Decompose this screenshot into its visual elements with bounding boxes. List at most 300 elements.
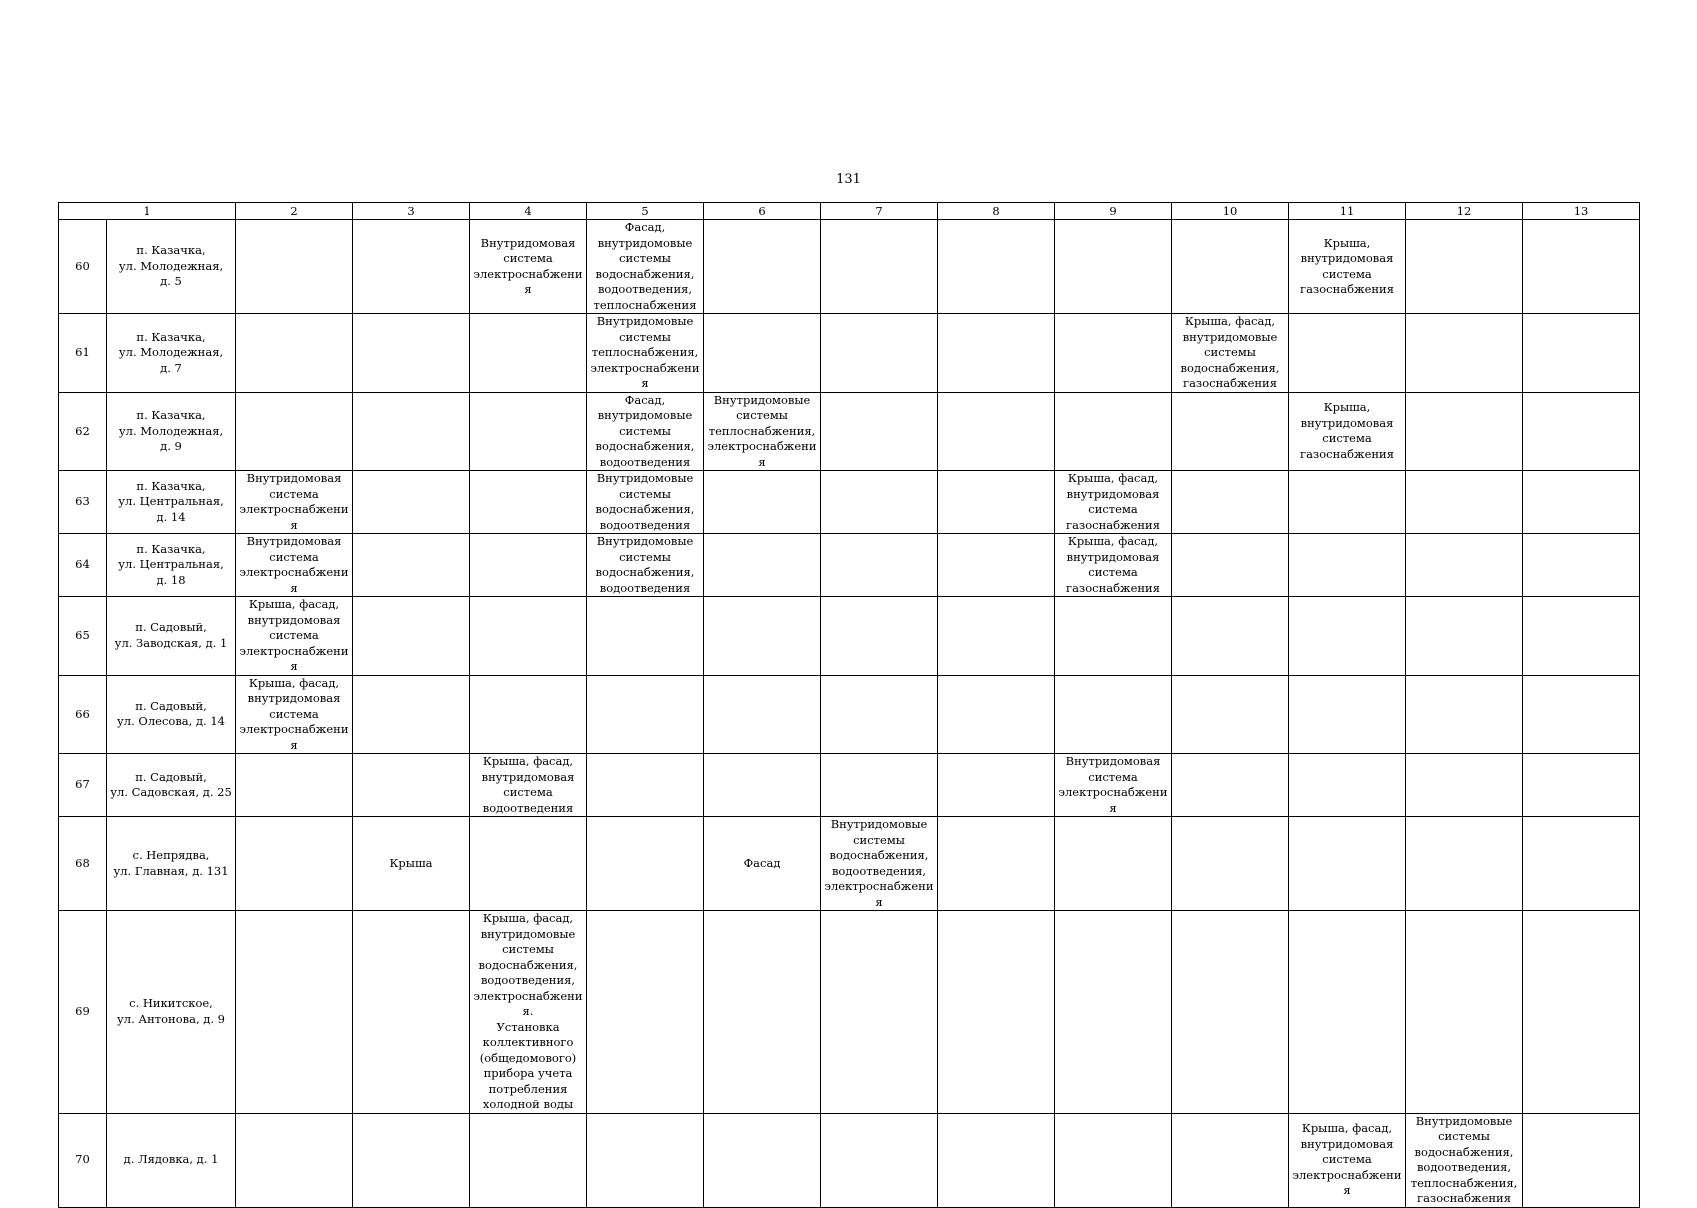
cell-line: электроснабжения — [707, 439, 817, 469]
work-cell-col-13 — [1523, 392, 1640, 471]
work-cell-col-10 — [1172, 817, 1289, 911]
cell-line: внутридомовая — [247, 612, 341, 627]
cell-line: ул. Главная, д. 131 — [113, 863, 229, 878]
work-cell-col-11 — [1289, 754, 1406, 817]
work-cell-col-7 — [821, 675, 938, 754]
work-cell-col-8 — [938, 1113, 1055, 1207]
cell-line: системы — [619, 329, 671, 344]
work-cell-col-5 — [587, 220, 704, 314]
cell-line: водоотведения — [482, 800, 574, 815]
cell-line: д. 7 — [160, 360, 182, 375]
address-cell — [107, 392, 236, 471]
work-cell-col-12 — [1406, 675, 1523, 754]
cell-line: ул. Садовская, д. 25 — [110, 785, 232, 799]
cell-line: Внутридомовая — [480, 235, 576, 250]
cell-line: Внутридомовая — [246, 471, 342, 485]
work-cell-col-2 — [236, 911, 353, 1114]
work-cell-col-2 — [236, 534, 353, 597]
address-cell — [107, 314, 236, 393]
work-cell-col-10 — [1172, 471, 1289, 534]
cell-line: д. 14 — [156, 509, 186, 524]
work-cell-col-10 — [1172, 754, 1289, 817]
address-cell — [107, 754, 236, 817]
work-cell-col-12 — [1406, 220, 1523, 314]
work-cell-col-7 — [821, 471, 938, 534]
cell-line: п. Казачка, — [136, 408, 206, 422]
cell-line: системы — [736, 408, 788, 422]
cell-line: система — [269, 549, 319, 564]
work-cell-col-9 — [1055, 911, 1172, 1114]
table-row — [59, 220, 1640, 314]
work-cell-col-10 — [1172, 597, 1289, 676]
cell-line: ул. Молодежная, — [118, 345, 224, 359]
cell-line: ул. Молодежная, — [118, 423, 224, 438]
cell-line: системы — [619, 486, 671, 501]
cell-line: система — [503, 251, 553, 265]
work-cell-col-12 — [1406, 817, 1523, 911]
header-cell: 10 — [1172, 203, 1289, 220]
cell-line: система — [269, 628, 319, 642]
cell-line: системы — [619, 423, 671, 438]
work-cell-col-7 — [821, 392, 938, 471]
cell-line: внутридомовая — [1066, 486, 1160, 501]
cell-line: п. Садовый, — [135, 769, 207, 784]
work-cell-col-5 — [587, 314, 704, 393]
cell-line: Фасад, — [624, 392, 666, 407]
cell-line: электроснабжения — [239, 722, 349, 752]
work-cell-col-11 — [1289, 911, 1406, 1114]
work-cell-col-10 — [1172, 675, 1289, 754]
work-cell-col-11 — [1289, 675, 1406, 754]
cell-line: водоотведения, — [1416, 1160, 1512, 1174]
work-cell-col-5 — [587, 597, 704, 676]
work-cell-col-2 — [236, 817, 353, 911]
cell-line: Крыша, — [1323, 400, 1371, 415]
cell-line: системы — [619, 549, 671, 564]
cell-line: водоснабжения, — [478, 957, 578, 972]
work-cell-col-9 — [1055, 314, 1172, 393]
work-cell-col-6 — [704, 220, 821, 314]
cell-line: Внутридомовые — [830, 817, 928, 831]
work-cell-col-13 — [1523, 1113, 1640, 1207]
cell-line: электроснабжения — [239, 643, 349, 673]
cell-line: водоотведения — [599, 517, 691, 532]
cell-line: внутридомовая — [1300, 251, 1394, 265]
work-cell-col-5 — [587, 817, 704, 911]
address-cell — [107, 534, 236, 597]
work-cell-col-8 — [938, 534, 1055, 597]
work-cell-col-10 — [1172, 392, 1289, 471]
address-cell — [107, 220, 236, 314]
cell-line: электроснабжения — [824, 879, 934, 909]
work-cell-col-6 — [704, 675, 821, 754]
work-cell-col-10 — [1172, 911, 1289, 1114]
cell-line: система — [1322, 266, 1372, 281]
work-cell-col-11 — [1289, 597, 1406, 676]
table-row — [59, 911, 1640, 1114]
cell-line: электроснабжения — [239, 565, 349, 595]
work-cell-col-6 — [704, 534, 821, 597]
work-cell-col-7 — [821, 754, 938, 817]
cell-line: электроснабжения. — [473, 988, 583, 1018]
cell-line: Крыша, фасад, — [1067, 471, 1159, 485]
work-cell-col-2 — [236, 471, 353, 534]
work-cell-col-10 — [1172, 534, 1289, 597]
row-number: 62 — [59, 392, 107, 471]
cell-line: д. 18 — [156, 572, 186, 587]
cell-line: Крыша, фасад, — [248, 675, 340, 690]
cell-line: ул. Антонова, д. 9 — [117, 1011, 225, 1026]
cell-line: Фасад, — [624, 220, 666, 234]
cell-line: п. Садовый, — [135, 620, 207, 635]
address-cell — [107, 471, 236, 534]
cell-line: системы — [619, 251, 671, 265]
header-cell: 5 — [587, 203, 704, 220]
work-cell-col-2 — [236, 754, 353, 817]
cell-line: ул. Заводская, д. 1 — [114, 635, 228, 650]
work-cell-col-6 — [704, 754, 821, 817]
row-number: 63 — [59, 471, 107, 534]
cell-line: Внутридомовые — [713, 392, 811, 407]
row-number: 68 — [59, 817, 107, 911]
work-cell-col-13 — [1523, 597, 1640, 676]
work-cell-col-10 — [1172, 314, 1289, 393]
work-cell-col-7 — [821, 597, 938, 676]
work-cell-col-13 — [1523, 911, 1640, 1114]
work-cell-col-9 — [1055, 597, 1172, 676]
work-cell-col-6 — [704, 471, 821, 534]
cell-line: Внутридомовые — [596, 471, 694, 485]
cell-line: электроснабжения — [590, 360, 700, 390]
row-number: 67 — [59, 754, 107, 817]
header-cell: 8 — [938, 203, 1055, 220]
work-cell-col-3 — [353, 754, 470, 817]
work-cell-col-12 — [1406, 314, 1523, 393]
cell-line: система — [269, 706, 319, 721]
work-cell-col-12 — [1406, 471, 1523, 534]
work-cell-col-4 — [470, 314, 587, 393]
cell-line: газоснабжения — [1066, 580, 1160, 595]
cell-line: водоснабжения, — [595, 439, 695, 453]
work-cell-col-5 — [587, 675, 704, 754]
cell-line: внутридомовые — [597, 235, 693, 250]
cell-line: внутридомовые — [480, 926, 576, 941]
row-number: 64 — [59, 534, 107, 597]
work-cell-col-4 — [470, 754, 587, 817]
cell-line: электроснабжения — [473, 266, 583, 296]
cell-line: ул. Центральная, — [118, 494, 224, 509]
cell-line: теплоснабжения, — [1410, 1175, 1518, 1190]
work-cell-col-3 — [353, 471, 470, 534]
work-cell-col-8 — [938, 754, 1055, 817]
work-cell-col-7 — [821, 1113, 938, 1207]
cell-line: газоснабжения — [1183, 376, 1277, 390]
header-cell: 4 — [470, 203, 587, 220]
cell-line: система — [503, 785, 553, 799]
cell-line: п. Казачка, — [136, 541, 206, 556]
work-cell-col-4 — [470, 911, 587, 1114]
work-cell-col-12 — [1406, 1113, 1523, 1207]
work-cell-col-9 — [1055, 754, 1172, 817]
cell-line: с. Непрядва, — [132, 848, 210, 862]
work-cell-col-8 — [938, 392, 1055, 471]
work-cell-col-8 — [938, 817, 1055, 911]
cell-line: Внутридомовая — [1065, 754, 1161, 768]
cell-line: система — [1088, 565, 1138, 579]
cell-line: водоснабжения, — [595, 502, 695, 516]
table-row — [59, 1113, 1640, 1207]
work-cell-col-9 — [1055, 1113, 1172, 1207]
cell-line: Крыша, фасад, — [1301, 1121, 1393, 1136]
row-number: 70 — [59, 1113, 107, 1207]
table-row — [59, 754, 1640, 817]
cell-line: внутридомовые — [1182, 329, 1278, 344]
cell-line: водоснабжения, — [595, 266, 695, 281]
row-number: 69 — [59, 911, 107, 1114]
work-cell-col-4 — [470, 534, 587, 597]
work-cell-col-4 — [470, 392, 587, 471]
work-cell-col-3 — [353, 534, 470, 597]
cell-line: водоснабжения, — [1414, 1144, 1514, 1159]
cell-line: Крыша — [389, 855, 433, 870]
work-cell-col-8 — [938, 597, 1055, 676]
work-cell-col-12 — [1406, 392, 1523, 471]
cell-line: внутридомовая — [247, 691, 341, 705]
cell-line: Внутридомовая — [246, 534, 342, 548]
cell-line: д. Лядовка, д. 1 — [123, 1152, 219, 1167]
cell-line: электроснабжения — [1058, 785, 1168, 815]
page-number: 131 — [836, 172, 861, 187]
cell-line: Крыша, фасад, — [1184, 314, 1276, 328]
table-row — [59, 675, 1640, 754]
cell-line: холодной воды — [482, 1097, 574, 1111]
cell-line: газоснабжения — [1066, 517, 1160, 532]
work-cell-col-11 — [1289, 392, 1406, 471]
cell-line: теплоснабжения — [593, 297, 697, 312]
works-table — [58, 202, 1640, 1208]
work-cell-col-11 — [1289, 534, 1406, 597]
address-cell — [107, 817, 236, 911]
header-cell: 12 — [1406, 203, 1523, 220]
cell-line: система — [269, 486, 319, 501]
work-cell-col-2 — [236, 675, 353, 754]
cell-line: д. 9 — [160, 439, 182, 453]
work-cell-col-8 — [938, 911, 1055, 1114]
cell-line: коллективного — [482, 1035, 574, 1049]
work-cell-col-9 — [1055, 471, 1172, 534]
work-cell-col-12 — [1406, 597, 1523, 676]
work-cell-col-11 — [1289, 471, 1406, 534]
work-cell-col-3 — [353, 314, 470, 393]
work-cell-col-2 — [236, 220, 353, 314]
work-cell-col-13 — [1523, 817, 1640, 911]
header-cell: 2 — [236, 203, 353, 220]
work-cell-col-13 — [1523, 534, 1640, 597]
work-cell-col-6 — [704, 1113, 821, 1207]
work-cell-col-9 — [1055, 392, 1172, 471]
work-cell-col-12 — [1406, 754, 1523, 817]
work-cell-col-10 — [1172, 1113, 1289, 1207]
work-cell-col-13 — [1523, 675, 1640, 754]
cell-line: Крыша, фасад, — [482, 754, 574, 768]
work-cell-col-12 — [1406, 534, 1523, 597]
work-cell-col-3 — [353, 220, 470, 314]
header-cell: 6 — [704, 203, 821, 220]
work-cell-col-11 — [1289, 314, 1406, 393]
table-row — [59, 314, 1640, 393]
work-cell-col-8 — [938, 471, 1055, 534]
work-cell-col-13 — [1523, 754, 1640, 817]
cell-line: Внутридомовые — [1415, 1113, 1513, 1128]
work-cell-col-12 — [1406, 911, 1523, 1114]
cell-line: потребления — [488, 1081, 568, 1096]
work-cell-col-6 — [704, 817, 821, 911]
table-row — [59, 534, 1640, 597]
work-cell-col-7 — [821, 220, 938, 314]
work-cell-col-9 — [1055, 817, 1172, 911]
work-cell-col-5 — [587, 534, 704, 597]
work-cell-col-6 — [704, 314, 821, 393]
work-cell-col-2 — [236, 597, 353, 676]
address-cell — [107, 675, 236, 754]
work-cell-col-5 — [587, 1113, 704, 1207]
header-row — [59, 203, 1640, 220]
header-cell: 7 — [821, 203, 938, 220]
work-cell-col-7 — [821, 314, 938, 393]
cell-line: система — [1322, 431, 1372, 446]
table-row — [59, 392, 1640, 471]
work-cell-col-3 — [353, 675, 470, 754]
cell-line: водоотведения, — [831, 863, 927, 878]
cell-line: внутридомовая — [1300, 1136, 1394, 1151]
work-cell-col-6 — [704, 911, 821, 1114]
address-cell — [107, 911, 236, 1114]
work-cell-col-8 — [938, 675, 1055, 754]
cell-line: водоснабжения, — [595, 565, 695, 579]
row-number: 66 — [59, 675, 107, 754]
work-cell-col-5 — [587, 392, 704, 471]
cell-line: водоснабжения, — [829, 848, 929, 862]
work-cell-col-3 — [353, 911, 470, 1114]
cell-line: водоотведения, — [597, 282, 693, 296]
work-cell-col-4 — [470, 817, 587, 911]
work-cell-col-3 — [353, 392, 470, 471]
cell-line: Крыша, фасад, — [1067, 534, 1159, 548]
header-cell: 1 — [59, 203, 236, 220]
work-cell-col-7 — [821, 911, 938, 1114]
cell-line: с. Никитское, — [129, 996, 213, 1011]
cell-line: водоотведения — [599, 454, 691, 469]
cell-line: системы — [502, 942, 554, 956]
cell-line: внутридомовая — [1066, 549, 1160, 564]
work-cell-col-3 — [353, 597, 470, 676]
cell-line: электроснабжения — [239, 502, 349, 532]
work-cell-col-11 — [1289, 1113, 1406, 1207]
address-cell — [107, 1113, 236, 1207]
work-cell-col-2 — [236, 392, 353, 471]
work-cell-col-5 — [587, 471, 704, 534]
cell-line: (общедомового) — [479, 1050, 577, 1065]
header-cell: 11 — [1289, 203, 1406, 220]
header-cell: 3 — [353, 203, 470, 220]
cell-line: водоотведения — [599, 580, 691, 595]
work-cell-col-13 — [1523, 220, 1640, 314]
work-cell-col-3 — [353, 1113, 470, 1207]
cell-line: Внутридомовые — [596, 314, 694, 328]
cell-line: ул. Центральная, — [118, 557, 224, 572]
cell-line: Внутридомовые — [596, 534, 694, 548]
cell-line: Крыша, фасад, — [482, 911, 574, 925]
cell-line: системы — [1204, 345, 1256, 359]
cell-line: д. 5 — [160, 274, 182, 289]
work-cell-col-4 — [470, 471, 587, 534]
cell-line: прибора учета — [483, 1066, 573, 1080]
cell-line: Крыша, фасад, — [248, 597, 340, 611]
cell-line: теплоснабжения, — [591, 345, 699, 359]
work-cell-col-9 — [1055, 675, 1172, 754]
header-cell: 9 — [1055, 203, 1172, 220]
work-cell-col-6 — [704, 392, 821, 471]
work-cell-col-13 — [1523, 314, 1640, 393]
work-cell-col-7 — [821, 534, 938, 597]
work-cell-col-8 — [938, 220, 1055, 314]
cell-line: Установка — [496, 1019, 560, 1034]
work-cell-col-4 — [470, 1113, 587, 1207]
work-cell-col-11 — [1289, 220, 1406, 314]
cell-line: электроснабжения — [1292, 1167, 1402, 1198]
table-row — [59, 817, 1640, 911]
cell-line: водоснабжения, — [1180, 360, 1280, 375]
work-cell-col-2 — [236, 314, 353, 393]
work-cell-col-11 — [1289, 817, 1406, 911]
table-row — [59, 597, 1640, 676]
cell-line: ул. Молодежная, — [118, 258, 224, 273]
row-number: 61 — [59, 314, 107, 393]
cell-line: п. Казачка, — [136, 329, 206, 344]
cell-line: Крыша, — [1323, 235, 1371, 250]
work-cell-col-10 — [1172, 220, 1289, 314]
cell-line: внутридомовая — [1300, 415, 1394, 430]
header-cell: 13 — [1523, 203, 1640, 220]
work-cell-col-6 — [704, 597, 821, 676]
work-cell-col-4 — [470, 597, 587, 676]
work-cell-col-13 — [1523, 471, 1640, 534]
table-row — [59, 471, 1640, 534]
cell-line: ул. Олесова, д. 14 — [117, 714, 225, 729]
row-number: 65 — [59, 597, 107, 676]
cell-line: водоотведения, — [480, 973, 576, 987]
cell-line: система — [1322, 1152, 1372, 1167]
cell-line: теплоснабжения, — [708, 423, 816, 438]
cell-line: система — [1088, 769, 1138, 784]
cell-line: внутридомовая — [481, 769, 575, 784]
work-cell-col-3 — [353, 817, 470, 911]
cell-line: Фасад — [743, 855, 781, 870]
address-cell — [107, 597, 236, 676]
cell-line: п. Садовый, — [135, 698, 207, 713]
work-cell-col-8 — [938, 314, 1055, 393]
cell-line: система — [1088, 502, 1138, 516]
work-cell-col-2 — [236, 1113, 353, 1207]
work-cell-col-4 — [470, 675, 587, 754]
work-cell-col-4 — [470, 220, 587, 314]
cell-line: внутридомовые — [597, 408, 693, 422]
work-cell-col-9 — [1055, 220, 1172, 314]
cell-line: газоснабжения — [1300, 446, 1394, 461]
cell-line: газоснабжения — [1417, 1191, 1511, 1205]
cell-line: п. Казачка, — [136, 243, 206, 258]
work-cell-col-5 — [587, 754, 704, 817]
